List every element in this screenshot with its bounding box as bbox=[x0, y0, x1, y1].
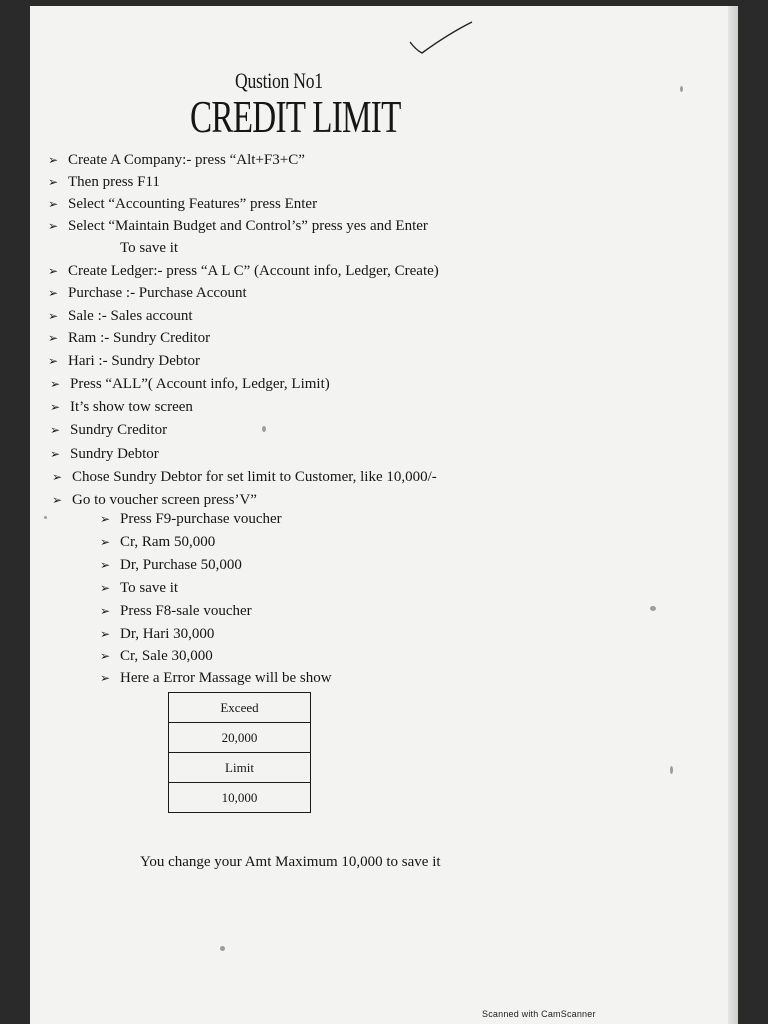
arrow-bullet-icon: ➢ bbox=[50, 423, 61, 437]
arrow-bullet-icon: ➢ bbox=[100, 671, 111, 685]
sub-list-item: ➢ Dr, Purchase 50,000 bbox=[100, 557, 242, 573]
list-item: ➢ Create A Company:- press “Alt+F3+C” bbox=[48, 152, 305, 168]
table-cell: Limit bbox=[169, 753, 311, 783]
arrow-bullet-icon: ➢ bbox=[48, 175, 59, 189]
table-row bbox=[169, 783, 311, 813]
list-item: ➢ Go to voucher screen press’V” bbox=[52, 492, 257, 508]
document-page bbox=[30, 6, 738, 1024]
arrow-bullet-icon: ➢ bbox=[100, 627, 111, 641]
list-item: ➢ Hari :- Sundry Debtor bbox=[48, 353, 201, 369]
arrow-bullet-icon: ➢ bbox=[52, 470, 63, 484]
arrow-bullet-icon: ➢ bbox=[50, 400, 61, 414]
scanner-watermark: Scanned with CamScanner bbox=[482, 1009, 596, 1019]
sub-list-item: ➢ Cr, Ram 50,000 bbox=[100, 534, 216, 550]
list-item: ➢ Select “Maintain Budget and Control’s” press yes and Enter bbox=[48, 218, 428, 234]
list-item: ➢ Press “ALL”( Account info, Ledger, Limit) bbox=[50, 376, 330, 392]
list-item: ➢ Select “Accounting Features” press Enter bbox=[48, 196, 318, 212]
list-item: ➢ It’s show tow screen bbox=[50, 399, 193, 415]
arrow-bullet-icon: ➢ bbox=[48, 153, 59, 167]
list-item: ➢ Create Ledger:- press “A L C” (Account info, Ledger, Create) bbox=[48, 263, 439, 279]
sub-list-item: ➢ Press F8-sale voucher bbox=[100, 603, 252, 619]
arrow-bullet-icon: ➢ bbox=[48, 219, 59, 233]
arrow-bullet-icon: ➢ bbox=[48, 264, 59, 278]
list-item: ➢ Sale :- Sales account bbox=[48, 308, 193, 324]
scan-speck bbox=[220, 946, 225, 951]
closing-note: You change your Amt Maximum 10,000 to save it bbox=[140, 854, 441, 870]
list-item: ➢ Then press F11 bbox=[48, 174, 160, 190]
arrow-bullet-icon: ➢ bbox=[52, 493, 63, 507]
arrow-bullet-icon: ➢ bbox=[100, 604, 111, 618]
table-cell: Exceed bbox=[169, 693, 311, 723]
list-item: ➢ Purchase :- Purchase Account bbox=[48, 285, 247, 301]
scan-speck bbox=[680, 86, 683, 92]
scan-speck bbox=[262, 426, 266, 432]
arrow-bullet-icon: ➢ bbox=[100, 649, 111, 663]
list-item: ➢ Sundry Debtor bbox=[50, 446, 159, 462]
sub-list-item: ➢ Press F9-purchase voucher bbox=[100, 511, 282, 527]
page-title: CREDIT LIMIT bbox=[190, 91, 401, 142]
sub-list-item: ➢ Dr, Hari 30,000 bbox=[100, 626, 215, 642]
list-item: ➢ Sundry Creditor bbox=[50, 422, 168, 438]
list-item: ➢ Ram :- Sundry Creditor bbox=[48, 330, 211, 346]
arrow-bullet-icon: ➢ bbox=[100, 535, 111, 549]
arrow-bullet-icon: ➢ bbox=[50, 447, 61, 461]
steps-list bbox=[30, 6, 738, 1024]
arrow-bullet-icon: ➢ bbox=[48, 309, 59, 323]
scan-speck bbox=[650, 606, 656, 611]
sub-list-item: ➢ To save it bbox=[100, 580, 179, 596]
arrow-bullet-icon: ➢ bbox=[48, 197, 59, 211]
arrow-bullet-icon: ➢ bbox=[50, 377, 61, 391]
table-cell: 10,000 bbox=[169, 783, 311, 813]
table-row bbox=[169, 723, 311, 753]
table-row bbox=[169, 753, 311, 783]
scan-speck bbox=[44, 516, 47, 519]
scan-speck bbox=[670, 766, 673, 774]
sub-list-item: ➢ Cr, Sale 30,000 bbox=[100, 648, 213, 664]
sub-list-item: ➢ Here a Error Massage will be show bbox=[100, 670, 332, 686]
arrow-bullet-icon: ➢ bbox=[100, 558, 111, 572]
arrow-bullet-icon: ➢ bbox=[48, 331, 59, 345]
arrow-bullet-icon: ➢ bbox=[48, 354, 59, 368]
list-item: ➢ Chose Sundry Debtor for set limit to Customer, like 10,000/- bbox=[52, 469, 437, 485]
arrow-bullet-icon: ➢ bbox=[48, 286, 59, 300]
table-cell: 20,000 bbox=[169, 723, 311, 753]
arrow-bullet-icon: ➢ bbox=[100, 581, 111, 595]
error-message-table bbox=[168, 692, 311, 813]
arrow-bullet-icon: ➢ bbox=[100, 512, 111, 526]
question-label: Qustion No1 bbox=[235, 68, 323, 93]
list-item-continuation: To save it bbox=[120, 240, 179, 256]
table-row bbox=[169, 693, 311, 723]
